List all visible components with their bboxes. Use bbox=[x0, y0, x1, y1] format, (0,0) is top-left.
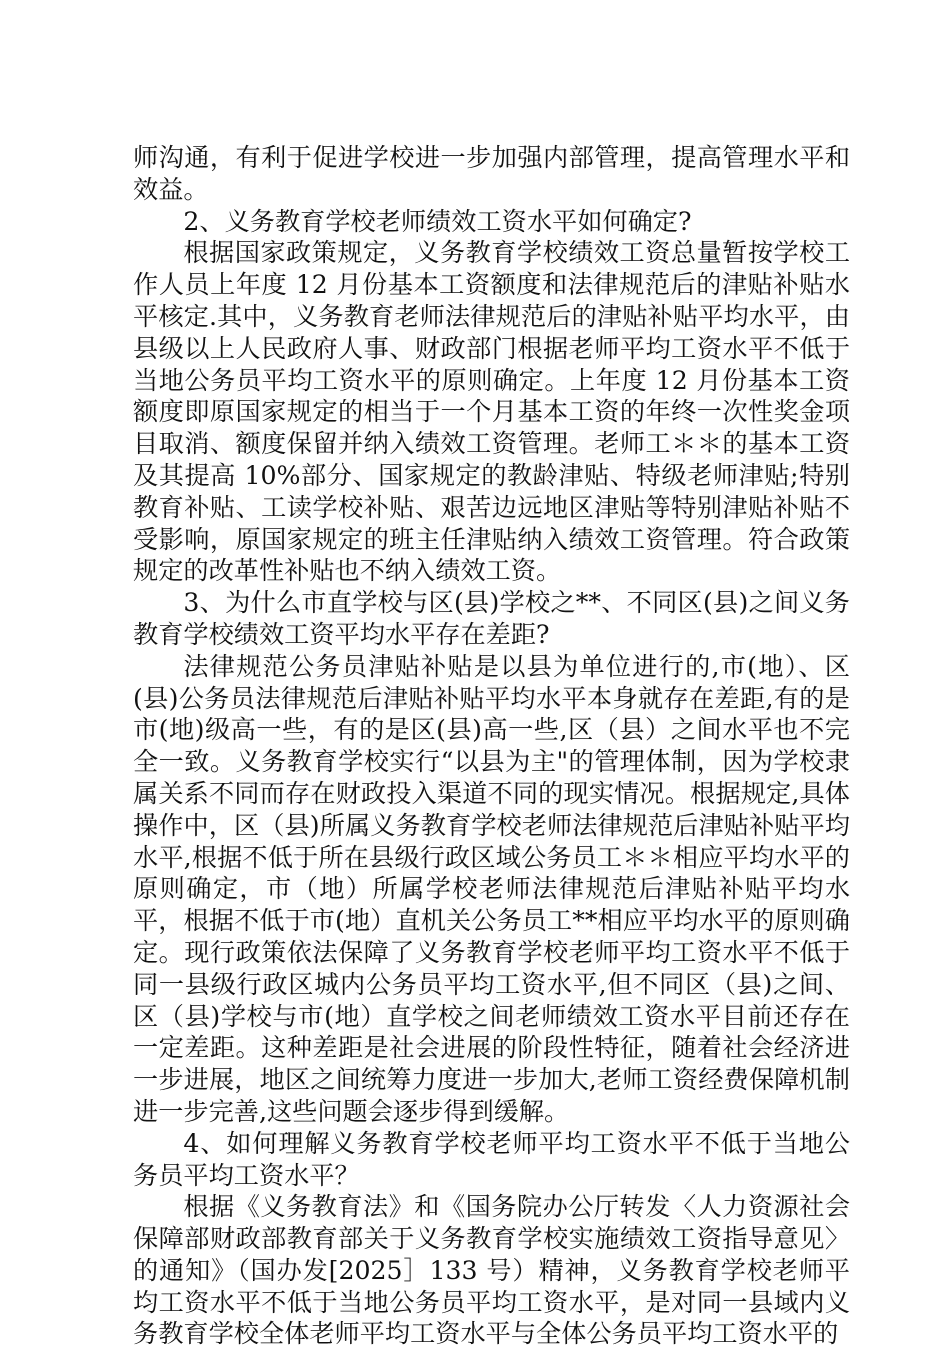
document-body bbox=[133, 142, 850, 1350]
question-heading-3: 3、为什么市直学校与区(县)学校之**、不同区(县)之间义务教育学校绩效工资平均水平存在差距? bbox=[133, 588, 850, 649]
question-heading-4: 4、如何理解义务教育学校老师平均工资水平不低于当地公务员平均工资水平？ bbox=[133, 1128, 850, 1190]
paragraph-continuation: 师沟通，有利于促进学校进一步加强内部管理，提高管理水平和效益。 bbox=[133, 143, 850, 204]
answer-paragraph-3: 法律规范公务员津贴补贴是以县为单位进行的,市(地）、区(县)公务员法律规范后津贴补贴平均水平本身就存在差距,有的是市(地)级高一些，有的是区(县)高一些,区（县）之间水平也不完全一致。义务教育学校实行“以县为主"的管理体制，因为学校隶属关系不同而存在财政投入渠道不同的现实情况。根据规定,具体操作中，区（县)所属义务教育学校老师法律规范后津贴补贴平均水平,根据不低于所在县级行政区域公务员工＊＊相应平均水平的原则确定，市（地）所属学校老师法律规范后津贴补贴平均水平，根据不低于市(地）直机关公务员工**相应平均水平的原则确定。现行政策依法保障了义务教育学校老师平均工资水平不低于同一县级行政区城内公务员平均工资水平,但不同区（县)之间、区（县)学校与市(地）直学校之间老师绩效工资水平目前还存在一定差距。这种差距是社会进展的阶段性特征，随着社会经济进一步进展，地区之间统筹力度进一步加大,老师工资经费保障机制进一步完善,这些问题会逐步得到缓解。 bbox=[133, 651, 850, 1126]
answer-paragraph-2: 根据国家政策规定，义务教育学校绩效工资总量暂按学校工作人员上年度 12 月份基本工资额度和法律规范后的津贴补贴水平核定.其中，义务教育老师法律规范后的津贴补贴平均水平，由县级以上人民政府人事、财政部门根据老师平均工资水平不低于当地公务员平均工资水平的原则确定。上年度 12 月份基本工资额度即原国家规定的相当于一个月基本工资的年终一次性奖金项目取消、额度保留并纳入绩效工资管理。老师工＊＊的基本工资及其提高 10%部分、国家规定的教龄津贴、特级老师津贴;特别教育补贴、工读学校补贴、艰苦边远地区津贴等特别津贴补贴不受影响，原国家规定的班主任津贴纳入绩效工资管理。符合政策规定的改革性补贴也不纳入绩效工资。 bbox=[133, 238, 850, 586]
question-heading-2: 2、义务教育学校老师绩效工资水平如何确定? bbox=[183, 206, 692, 236]
answer-paragraph-4: 根据《义务教育法》和《国务院办公厅转发〈人力资源社会保障部财政部教育部关于义务教育学校实施绩效工资指导意见〉的通知》（国办发[2025］133 号）精神，义务教育学校老师平均工资水平不低于当地公务员平均工资水平，是对同一县域内义务教育学校全体老师平均工资水平与全体公务员平均工资水平的 bbox=[133, 1192, 850, 1349]
